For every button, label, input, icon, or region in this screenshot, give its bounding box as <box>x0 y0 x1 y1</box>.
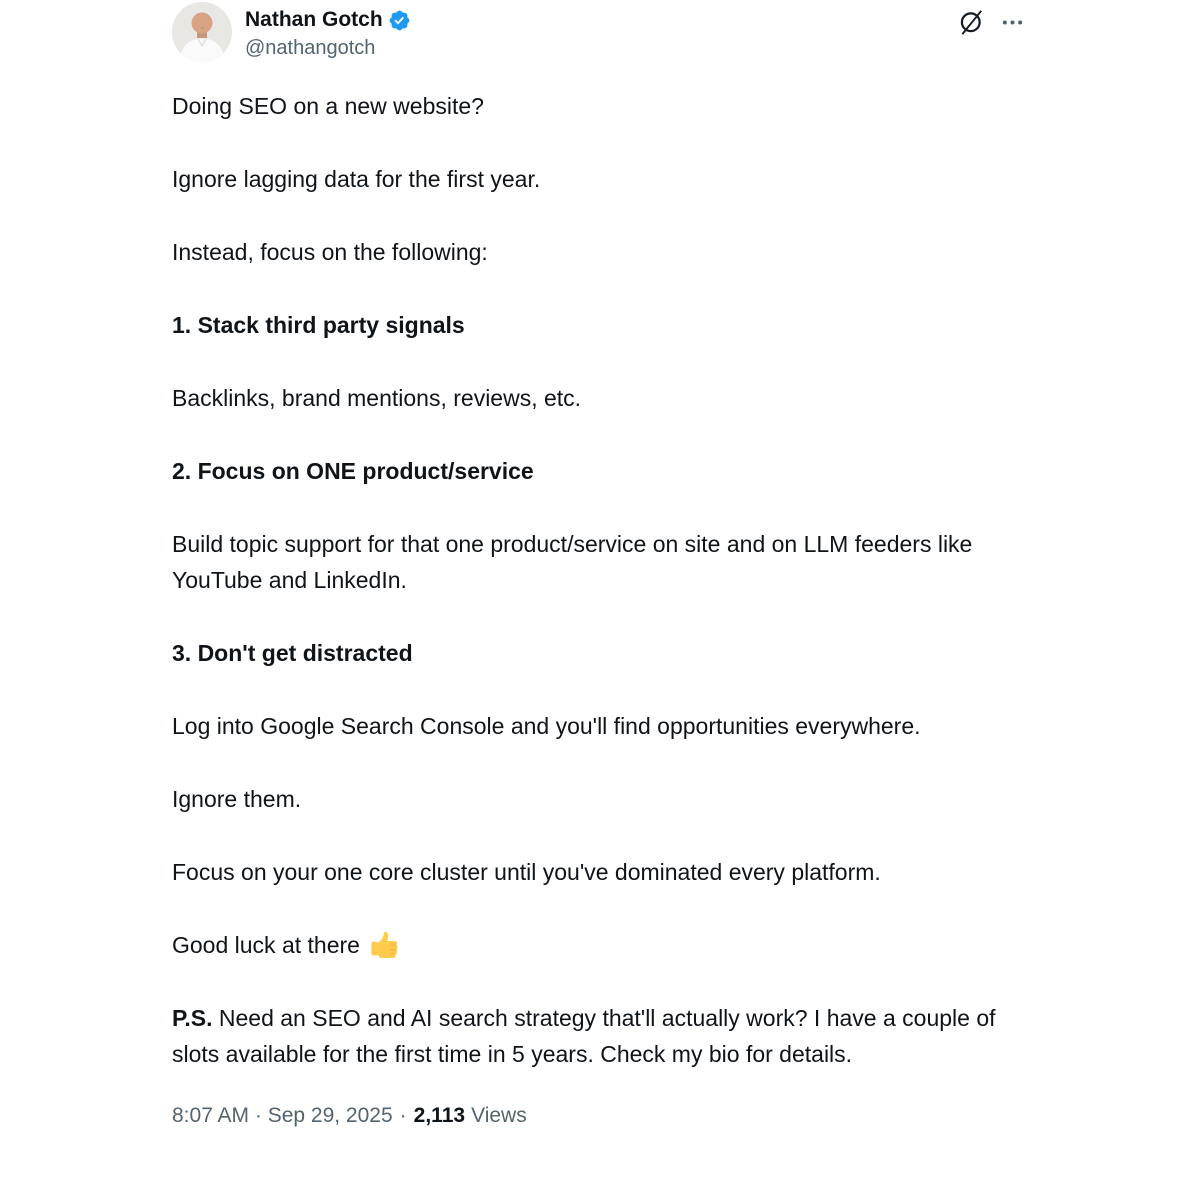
ps-prefix: P.S. <box>172 1005 213 1031</box>
views-label: Views <box>471 1104 527 1127</box>
verified-badge-icon <box>388 9 411 32</box>
tweet-paragraph: Ignore lagging data for the first year. <box>172 166 541 192</box>
tweet-paragraph-ps <box>172 1000 1014 1072</box>
tweet-paragraph <box>172 927 1014 963</box>
avatar-image <box>172 2 232 62</box>
tweet-paragraph: Ignore them. <box>172 786 302 812</box>
timestamp: 8:07 AM · Sep 29, 2025 <box>172 1104 393 1127</box>
tweet-paragraph: Doing SEO on a new website? <box>172 93 484 119</box>
header-actions <box>957 2 1028 36</box>
more-menu-button[interactable] <box>1001 11 1024 34</box>
tweet-paragraph: Build topic support for that one product/service on site and on LLM feeders like YouTube and LinkedIn. <box>172 531 973 593</box>
user-info <box>245 2 957 61</box>
user-handle[interactable]: @nathangotch <box>245 37 376 59</box>
tweet-paragraph: Focus on your one core cluster until you've dominated every platform. <box>172 859 881 885</box>
grok-icon <box>957 8 985 36</box>
tweet-detail <box>172 0 1028 1129</box>
ellipsis-icon <box>1001 11 1024 34</box>
tweet-heading: 2. Focus on ONE product/service <box>172 458 534 484</box>
footer-separator: · <box>399 1104 407 1127</box>
grok-actions-button[interactable] <box>957 8 985 36</box>
thumbs-up-emoji <box>369 928 400 959</box>
good-luck-text: Good luck at there <box>172 932 360 958</box>
ps-text: Need an SEO and AI search strategy that'll actually work? I have a couple of slots available for the first time in 5 years. Check my bio for details. <box>172 1005 996 1067</box>
views-count: 2,113 <box>413 1104 466 1127</box>
display-name[interactable]: Nathan Gotch <box>245 8 383 31</box>
tweet-footer <box>172 1103 1028 1129</box>
tweet-paragraph: Log into Google Search Console and you'll find opportunities everywhere. <box>172 713 921 739</box>
tweet-heading: 1. Stack third party signals <box>172 312 465 338</box>
tweet-header <box>172 2 1028 62</box>
avatar[interactable] <box>172 2 232 62</box>
tweet-heading: 3. Don't get distracted <box>172 640 413 666</box>
tweet-text <box>172 88 1028 1072</box>
tweet-paragraph: Backlinks, brand mentions, reviews, etc. <box>172 385 582 411</box>
tweet-paragraph: Instead, focus on the following: <box>172 239 488 265</box>
